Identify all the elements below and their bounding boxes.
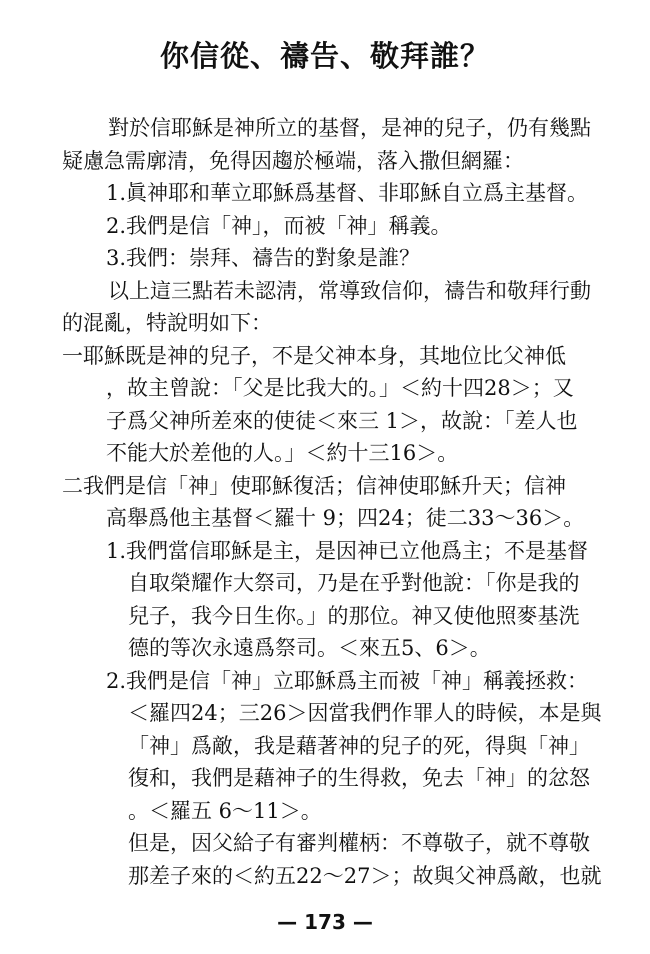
text-line: 二我們是信「神」使耶穌復活；信神使耶穌升天；信神 xyxy=(62,473,566,498)
text-line: ，故主曾說：「父是比我大的。」＜約十四28＞；又 xyxy=(106,376,574,400)
text-line: 一耶穌既是神的兒子，不是父神本身，其地位比父神低 xyxy=(62,343,566,368)
text-line: 兒子，我今日生你。」的那位。神又使他照麥基洗 xyxy=(128,603,580,628)
text-line: 1.眞神耶和華立耶穌爲基督、非耶穌自立爲主基督。 xyxy=(106,181,589,205)
text-line: 不能大於差他的人。」＜約十三16＞。 xyxy=(106,441,459,465)
text-line: 復和，我們是藉神子的生得救，免去「神」的忿怒 xyxy=(128,766,590,790)
text-line: 「神」爲敵，我是藉著神的兒子的死，得與「神」 xyxy=(128,733,590,758)
text-line: 3.我們：崇拜、禱告的對象是誰？ xyxy=(106,246,421,270)
text-line: 1.我們當信耶穌是主，是因神已立他爲主；不是基督 xyxy=(106,538,589,563)
text-line: 子爲父神所差來的使徒＜來三 1＞，故說：「差人也 xyxy=(106,408,578,433)
text-line: ＜羅四24；三26＞因當我們作罪人的時候，本是與 xyxy=(128,701,602,725)
text-line: 以上這三點若未認淸，常導致信仰，禱告和敬拜行動 xyxy=(108,278,591,303)
text-line: 德的等次永遠爲祭司。＜來五5、6＞。 xyxy=(128,636,491,660)
text-line: 疑慮急需廓清，免得因趨於極端，落入撒但網羅： xyxy=(62,148,524,173)
text-line: 。＜羅五 6～11＞。 xyxy=(128,798,322,823)
text-line: 對於信耶穌是神所立的基督，是神的兒子，仍有幾點 xyxy=(108,116,591,140)
text-line: 自取榮耀作大祭司，乃是在乎對他說：「你是我的 xyxy=(128,571,580,595)
page-title: 你信從、禱告、敬拜誰？ xyxy=(159,39,490,73)
text-line: 高舉爲他主基督＜羅十 9；四24；徒二33～36＞。 xyxy=(106,506,585,530)
text-line: 那差子來的＜約五22～27＞；故與父神爲敵，也就 xyxy=(128,863,602,888)
text-line: 但是，因父給子有審判權柄：不尊敬子，就不尊敬 xyxy=(128,831,590,855)
text-line: 2.我們是信「神」，而被「神」稱義。 xyxy=(106,213,452,238)
text-line: 的混亂，特說明如下： xyxy=(62,311,272,335)
text-line: 2.我們是信「神」立耶穌爲主而被「神」稱義拯救： xyxy=(106,668,589,693)
page-number: — 173 — xyxy=(277,910,373,934)
